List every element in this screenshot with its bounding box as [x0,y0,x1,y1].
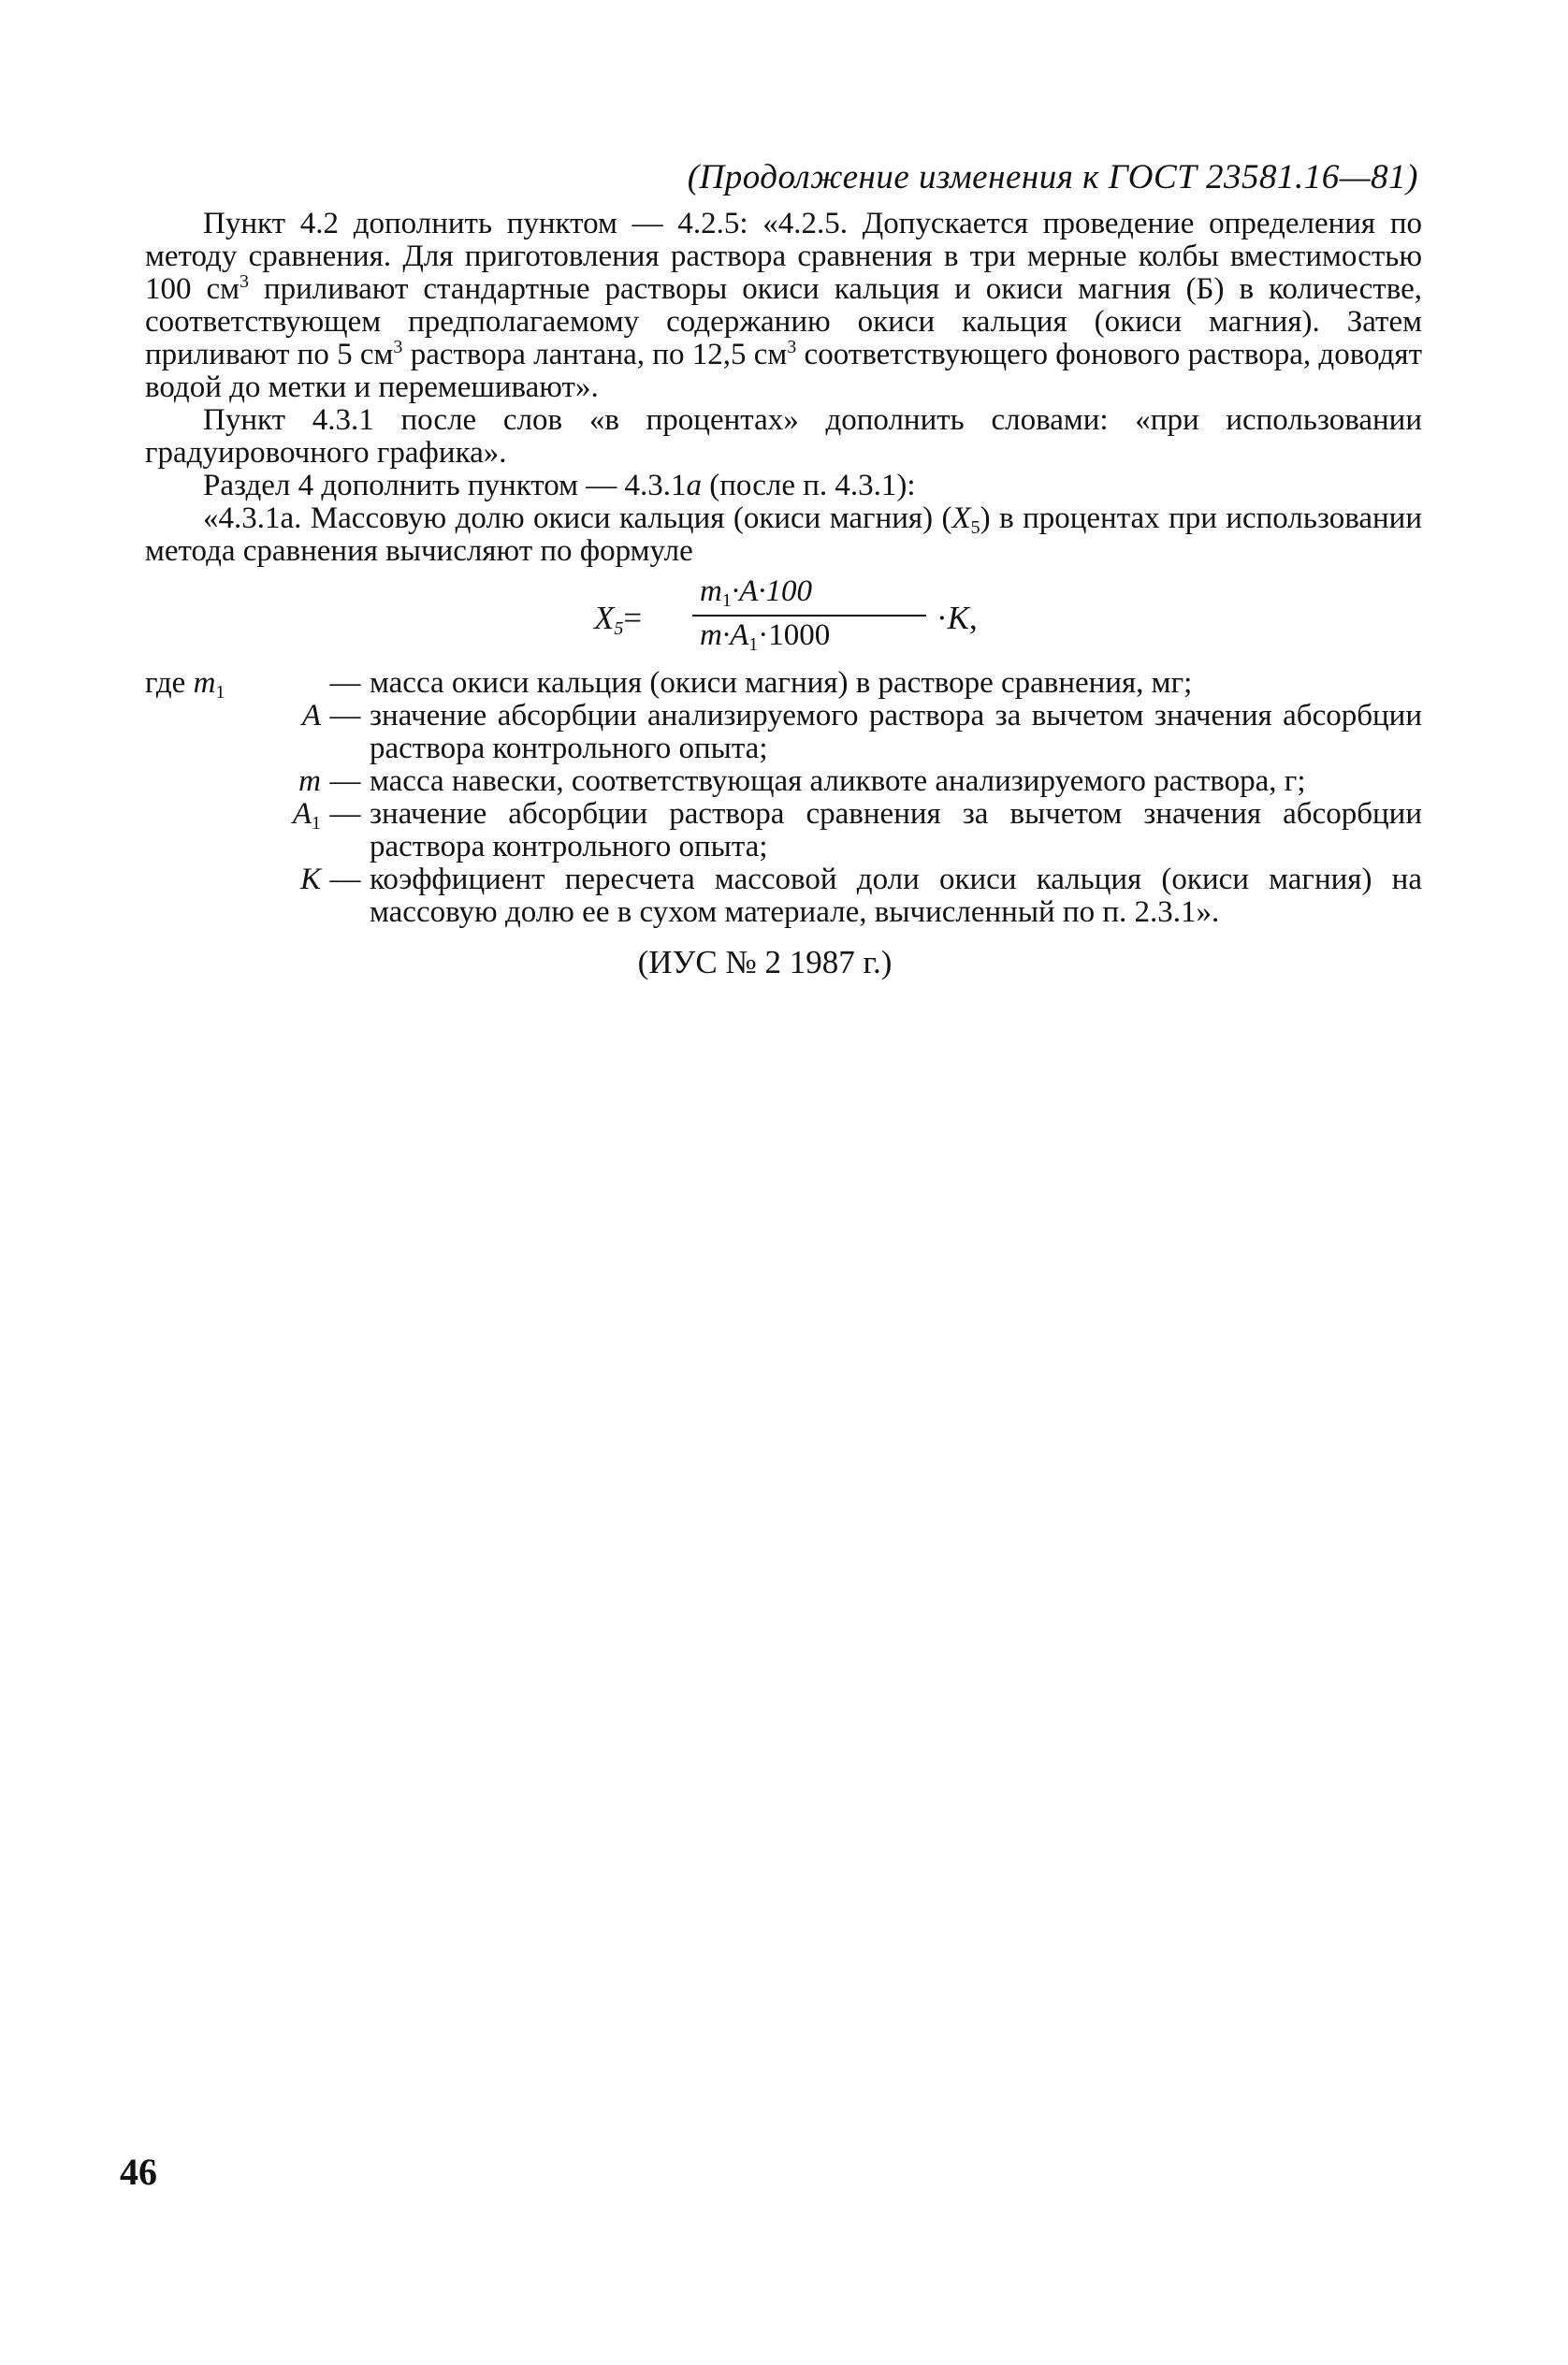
symbol: A [301,699,321,733]
definition-symbol [145,666,321,703]
formula-lhs [594,600,643,639]
definition-item [145,863,1422,929]
formula-sub: 1 [721,590,732,611]
formula-equals: = [623,600,643,636]
variable-x: X [951,501,971,535]
text-run: Раздел 4 дополнить пунктом — 4.3.1 [203,469,687,502]
formula-sub: 1 [748,634,759,655]
definition-text: масса окиси кальция (окиси магния) в растворе сравнения, мг; [370,666,1193,700]
definition-symbol [145,863,321,929]
formula-var: X [594,600,615,636]
fraction-bar [692,615,926,617]
definition-dash: — [329,797,361,831]
page-number: 46 [120,2151,157,2193]
definition-text: масса навески, соответствующая аликвоте анализируемого раствора, г; [370,764,1306,798]
text-run: Пункт 4.2 дополнить пунктом — 4.2.5: «4.2.5. Допускается проведение определения по методу сравнения. Для приготовления раствора сравнения в три мерные колбы вместимостью 100 см [145,207,1422,306]
symbol: m [298,764,321,798]
formula-text: ·A [721,618,749,652]
body-text [145,208,1422,979]
text-run-italic: а [686,469,703,502]
subscript: 5 [970,517,980,538]
symbol-sub: 1 [215,682,225,703]
text-run: «4.3.1а. Массовую долю окиси кальция (окиси магния) ( [203,501,952,535]
definition-text: значение абсорбции анализируемого раствора за вычетом значения абсорбции раствора контрольного опыта; [370,699,1422,765]
definition-text: коэффициент пересчета массовой доли окиси кальция (окиси магния) на массовую долю ее в сухом материале, вычисленный по п. 2.3.1». [370,863,1422,929]
formula-text: ·A·100 [731,574,813,608]
definition-item [145,700,1422,765]
source-reference: (ИУС № 2 1987 г.) [637,944,893,980]
definition-symbol [145,765,321,798]
text-run: ) в процентах при использовании метода сравнения вычисляют по формуле [145,501,1423,568]
superscript: 3 [787,337,797,357]
symbol-sub: 1 [312,813,321,834]
formula-var: K [947,600,970,636]
text-run: (после п. 4.3.1): [702,469,916,502]
definition-dash: — [329,699,361,733]
definition-text: значение абсорбции раствора сравнения за вычетом значения абсорбции раствора контрольного опыта; [370,797,1422,863]
superscript: 3 [393,337,403,357]
definition-item [145,666,1422,703]
symbol: m [193,666,216,700]
paragraph-item-4-2-5 [145,208,1422,404]
paragraph-item-4-3-1: Пункт 4.3.1 после слов «в процентах» дополнить словами: «при использовании градуировочного графика». [145,403,1422,470]
formula-x5 [145,575,1422,661]
formula-rhs [936,602,978,634]
formula-dot: · [936,600,948,636]
definition-symbol [145,798,321,863]
text-run: раствора лантана, по 12,5 см [402,338,788,371]
paragraph-item-4-3-1a [145,502,1422,568]
definition-item [145,798,1422,863]
formula-text: ·1000 [758,618,831,652]
superscript: 3 [240,271,250,292]
text-run: приливают стандартные растворы окиси кальция и окиси магния (Б) в количестве, соответствующем предполагаемому содержанию окиси кальция (окиси магния). Затем приливают по 5 см [145,272,1422,371]
paragraph-section-4 [145,470,1422,502]
definition-dash: — [329,764,361,798]
running-header: (Продолжение изменения к ГОСТ 23581.16—81) [687,158,1418,196]
symbol: A [292,797,312,831]
definitions-list [145,667,1422,929]
text-run: соответствующего фонового раствора, доводят водой до метки и перемешивают». [145,338,1423,404]
definition-prefix: где [145,666,194,700]
definition-symbol [145,700,321,765]
formula-sub: 5 [614,618,624,639]
definition-dash: — [329,863,361,896]
definition-dash: — [329,666,361,700]
formula-var: m [700,618,722,652]
formula-comma: , [969,600,978,636]
formula-numerator [700,574,813,611]
formula-var: m [700,574,722,608]
definition-item [145,765,1422,798]
formula-denominator [700,618,831,655]
symbol: K [299,863,321,896]
